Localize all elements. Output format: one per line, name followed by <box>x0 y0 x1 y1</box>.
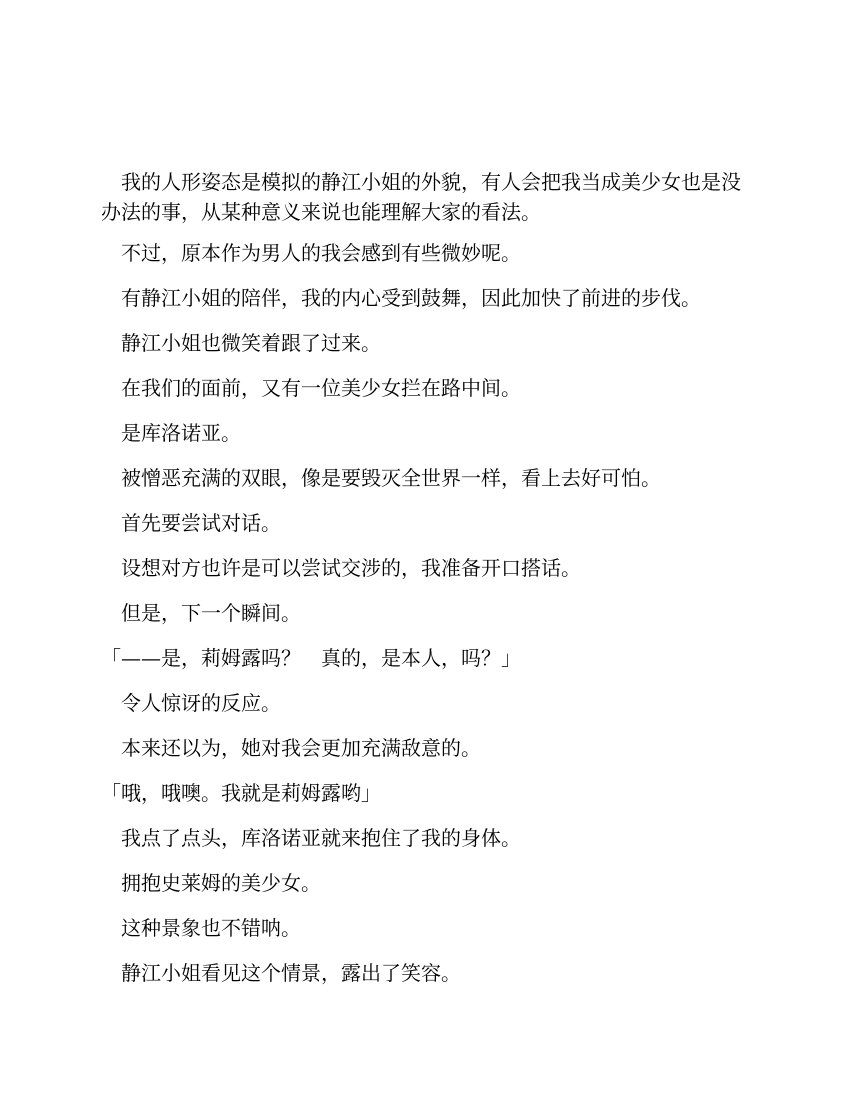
paragraph: 在我们的面前，又有一位美少女拦在路中间。 <box>121 376 521 400</box>
paragraph: 有静江小姐的陪伴，我的内心受到鼓舞，因此加快了前进的步伐。 <box>121 286 701 310</box>
paragraph: 但是，下一个瞬间。 <box>121 601 301 625</box>
paragraph: 设想对方也许是可以尝试交涉的，我准备开口搭话。 <box>121 556 581 580</box>
dialogue-line: 「哦，哦噢。我就是莉姆露哟」 <box>101 781 381 805</box>
body-text <box>101 167 751 1006</box>
paragraph: 令人惊讶的反应。 <box>121 691 281 715</box>
paragraph: 静江小姐看见这个情景，露出了笑容。 <box>121 961 461 985</box>
paragraph: 静江小姐也微笑着跟了过来。 <box>121 331 381 355</box>
paragraph: 我点了点头，库洛诺亚就来抱住了我的身体。 <box>121 826 521 850</box>
paragraph: 不过，原本作为男人的我会感到有些微妙呢。 <box>121 241 521 265</box>
paragraph: 拥抱史莱姆的美少女。 <box>121 871 321 895</box>
paragraph: 首先要尝试对话。 <box>121 511 281 535</box>
paragraph: 这种景象也不错呐。 <box>121 916 301 940</box>
paragraph: 是库洛诺亚。 <box>121 421 241 445</box>
dialogue-line: 「——是，莉姆露吗？ 真的，是本人，吗？」 <box>101 646 521 670</box>
paragraph: 本来还以为，她对我会更加充满敌意的。 <box>121 736 481 760</box>
paragraph: 我的人形姿态是模拟的静江小姐的外貌，有人会把我当成美少女也是没办法的事，从某种意义来说也能理解大家的看法。 <box>101 170 741 224</box>
paragraph: 被憎恶充满的双眼，像是要毁灭全世界一样，看上去好可怕。 <box>121 466 661 490</box>
